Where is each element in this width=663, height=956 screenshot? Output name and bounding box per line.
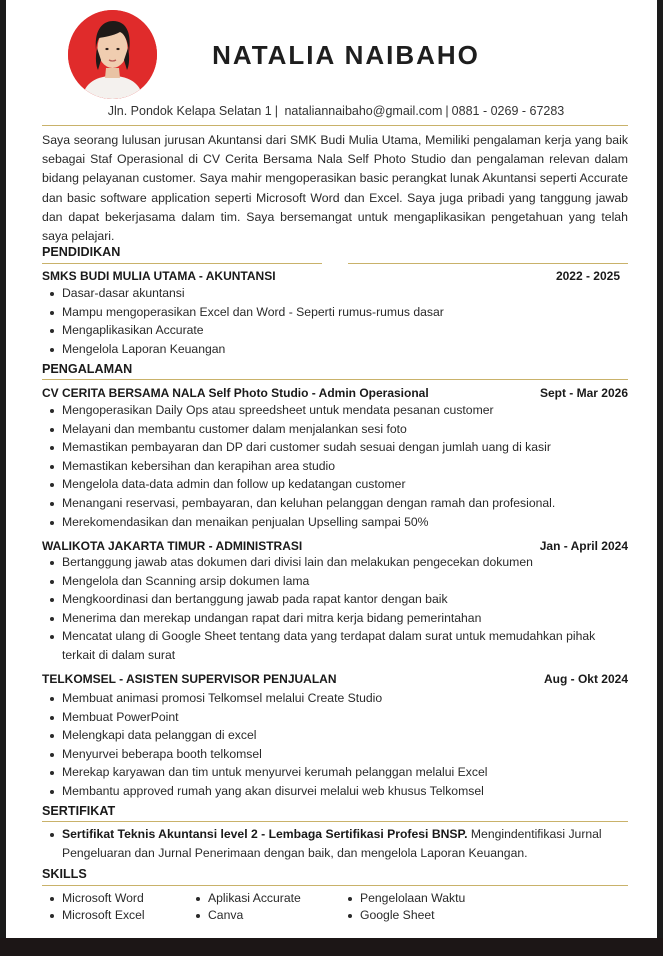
skills-column [194,890,301,924]
job-entry-header [42,539,628,553]
skill-item: Pengelolaan Waktu [346,890,465,907]
skill-item: Microsoft Word [48,890,145,907]
list-item: Membuat PowerPoint [48,708,618,727]
email-link[interactable]: nataliannaibaho@gmail.com [284,104,443,118]
education-date: 2022 - 2025 [555,269,620,283]
job-title: CV CERITA BERSAMA NALA Self Photo Studio - Admin Operasional [42,386,429,400]
certificate-description: Mengindentifikasi Jurnal Pengeluaran dan Jurnal Penerimaan dengan baik, dan mengelola Laporan Keuangan. [62,827,602,860]
list-item: Dasar-dasar akuntansi [48,284,618,303]
section-title-experience: PENGALAMAN [42,362,133,376]
list-item: Mengelola data-data admin dan follow up kedatangan customer [48,475,618,494]
list-item: Memastikan pembayaran dan DP dari customer sudah sesuai dengan jumlah uang di kasir [48,438,618,457]
phone-text: 0881 - 0269 - 67283 [451,104,565,118]
skill-item: Microsoft Excel [48,907,145,924]
list-item: Melengkapi data pelanggan di excel [48,726,618,745]
profile-photo [68,10,157,99]
list-item: Melayani dan membantu customer dalam menjalankan sesi foto [48,420,618,439]
list-item: Menangani reservasi, pembayaran, dan keluhan pelanggan dengan ramah dan profesional. [48,494,618,513]
bottom-bar [0,938,663,956]
resume-page [6,0,657,938]
list-item: Memastikan kebersihan dan kerapihan area studio [48,457,618,476]
divider [348,263,628,264]
section-title-certificates: SERTIFIKAT [42,804,116,818]
list-item: Mengkoordinasi dan bertanggung jawab pada rapat kantor dengan baik [48,590,618,609]
list-item: Mengoperasikan Daily Ops atau spreedsheet untuk mendata pesanan customer [48,401,618,420]
job-entry-header [42,386,628,400]
section-title-skills: SKILLS [42,867,87,881]
person-portrait-icon [68,10,157,99]
job-title: TELKOMSEL - ASISTEN SUPERVISOR PENJUALAN [42,672,337,686]
job-title: WALIKOTA JAKARTA TIMUR - ADMINISTRASI [42,539,303,553]
list-item: Bertanggung jawab atas dokumen dari divisi lain dan melakukan pengecekan dokumen [48,553,618,572]
contact-separator: | [274,104,278,118]
divider [42,821,628,822]
certificate-item [48,825,618,863]
list-item: Merekap karyawan dan tim untuk menyurvei kerumah pelanggan melalui Excel [48,763,618,782]
list-item: Membuat animasi promosi Telkomsel melalui Create Studio [48,689,618,708]
contact-line [36,104,636,118]
education-list [48,284,618,358]
skills-column [346,890,465,924]
list-item: Membantu approved rumah yang akan disurvei melalui web khusus Telkomsel [48,782,618,801]
job-date: Aug - Okt 2024 [543,672,628,686]
address-text: Jln. Pondok Kelapa Selatan 1 [107,104,272,118]
job-duties-list [48,401,618,531]
contact-separator: | [445,104,449,118]
divider [42,263,322,264]
list-item: Mengelola dan Scanning arsip dokumen lama [48,572,618,591]
skill-item: Aplikasi Accurate [194,890,301,907]
divider [42,885,628,886]
school-name: SMKS BUDI MULIA UTAMA - AKUNTANSI [42,269,276,283]
skill-item: Google Sheet [346,907,465,924]
job-date: Sept - Mar 2026 [539,386,628,400]
skill-item: Canva [194,907,301,924]
list-item: Mengelola Laporan Keuangan [48,340,618,359]
certificate-name: Sertifikat Teknis Akuntansi level 2 - Lembaga Sertifikasi Profesi BNSP. [62,827,468,841]
list-item: Merekomendasikan dan menaikan penjualan Upselling sampai 50% [48,513,618,532]
education-entry-header [42,269,628,283]
candidate-name: NATALIA NAIBAHO [212,40,480,70]
list-item: Mencatat ulang di Google Sheet tentang data yang terdapat dalam surat untuk memudahkan pihak terkait di dalam surat [48,627,618,664]
job-date: Jan - April 2024 [539,539,628,553]
list-item: Mengaplikasikan Accurate [48,321,618,340]
list-item: Mampu mengoperasikan Excel dan Word - Seperti rumus-rumus dasar [48,303,618,322]
skills-column [48,890,145,924]
list-item: Menerima dan merekap undangan rapat dari mitra kerja bidang pemerintahan [48,609,618,628]
job-entry-header [42,672,628,686]
job-duties-list [48,689,618,801]
divider [42,379,628,380]
profile-summary: Saya seorang lulusan jurusan Akuntansi dari SMK Budi Mulia Utama, Memiliki pengalaman kerja yang baik sebagai Staf Operasional di CV Cerita Bersama Nala Self Photo Studio dan pengalaman relevan dalam bidang pelayanan customer. Saya mahir mengoperasikan basic perangkat lunak Akuntansi seperti Accurate dan basic software application seperti Microsoft Word dan Excel. Saya juga pribadi yang tanggung jawab dan dapat bekerjasama dalam tim. Saya bersemangat untuk mengaplikasikan pengetahuan yang telah saya pelajari. [42,133,628,244]
section-title-education: PENDIDIKAN [42,245,121,259]
list-item: Menyurvei beberapa booth telkomsel [48,745,618,764]
job-duties-list [48,553,618,665]
divider [42,125,628,126]
